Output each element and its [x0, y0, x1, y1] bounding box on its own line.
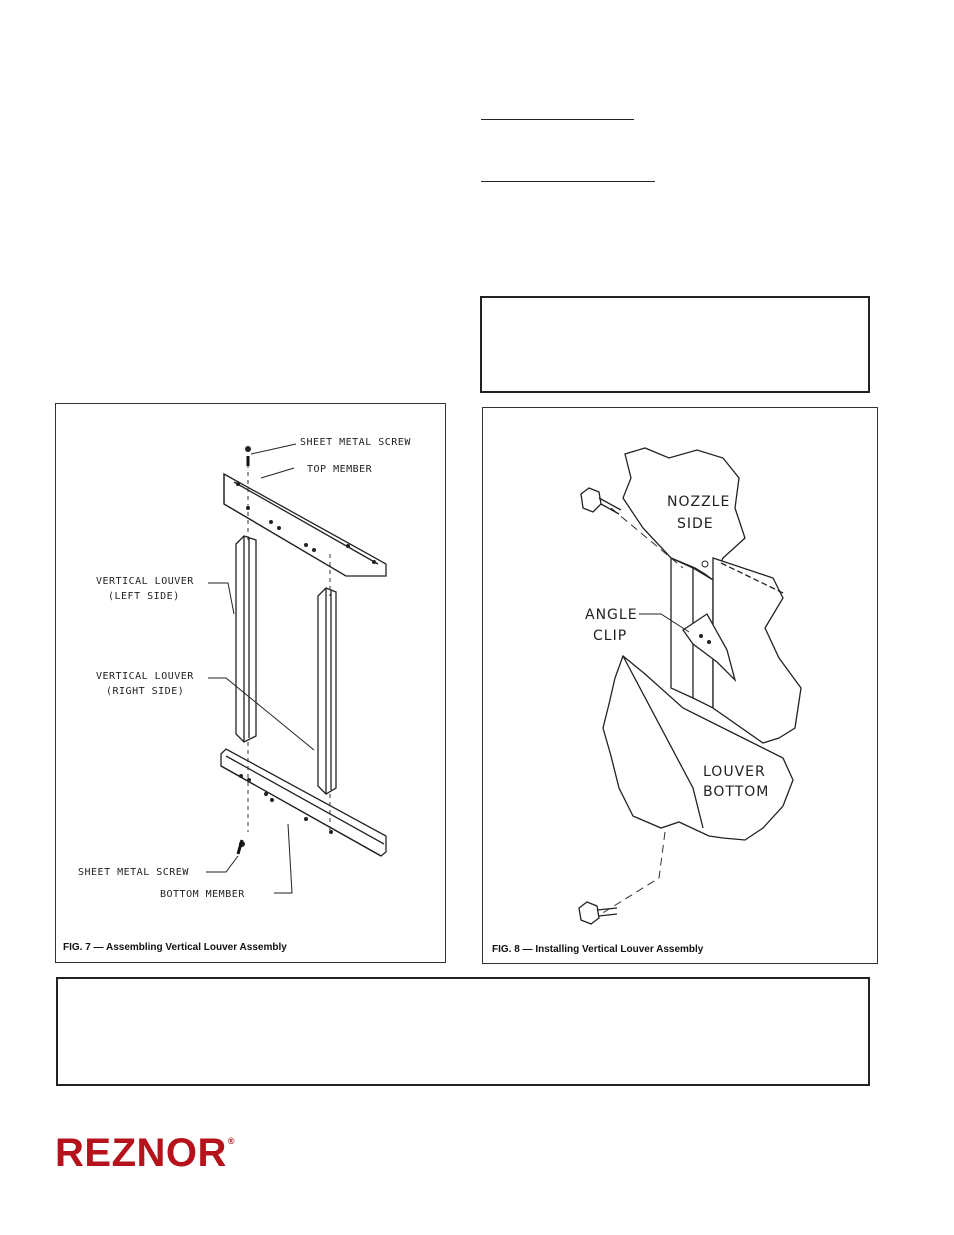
figure-8-illustration — [483, 408, 879, 938]
figure-8-caption: FIG. 8 — Installing Vertical Louver Assembly — [492, 944, 704, 955]
note-box-top — [480, 296, 870, 393]
label-bottom-member: BOTTOM MEMBER — [160, 889, 245, 900]
label-louver: LOUVER — [703, 764, 766, 780]
figure-7-panel — [55, 403, 446, 963]
reznor-logo — [55, 1133, 235, 1173]
figure-7-caption: FIG. 7 — Assembling Vertical Louver Assembly — [63, 942, 287, 953]
figure-7-illustration — [56, 404, 447, 934]
registered-mark: ® — [227, 1136, 236, 1146]
label-angle: ANGLE — [585, 607, 638, 623]
label-side: SIDE — [677, 516, 714, 532]
logo-text: REZNOR — [55, 1131, 227, 1175]
label-left-side: (LEFT SIDE) — [108, 591, 180, 602]
label-top-member: TOP MEMBER — [307, 464, 373, 475]
bolt-top-icon — [581, 488, 621, 514]
figure-8-panel — [482, 407, 878, 964]
label-sheet-metal-screw-top: SHEET METAL SCREW — [300, 437, 411, 448]
blank-heading-line-1 — [481, 119, 634, 120]
blank-heading-line-2 — [481, 181, 655, 182]
label-vertical-louver-left: VERTICAL LOUVER — [96, 576, 194, 587]
bolt-bottom-icon — [579, 902, 617, 924]
label-nozzle: NOZZLE — [667, 494, 731, 510]
label-vertical-louver-right: VERTICAL LOUVER — [96, 671, 194, 682]
label-sheet-metal-screw-bottom: SHEET METAL SCREW — [78, 867, 189, 878]
sheet-metal-screw-bottom-icon — [238, 840, 242, 854]
label-bottom: BOTTOM — [703, 784, 770, 800]
note-box-bottom — [56, 977, 870, 1086]
label-clip: CLIP — [593, 628, 628, 644]
label-right-side: (RIGHT SIDE) — [106, 686, 185, 697]
